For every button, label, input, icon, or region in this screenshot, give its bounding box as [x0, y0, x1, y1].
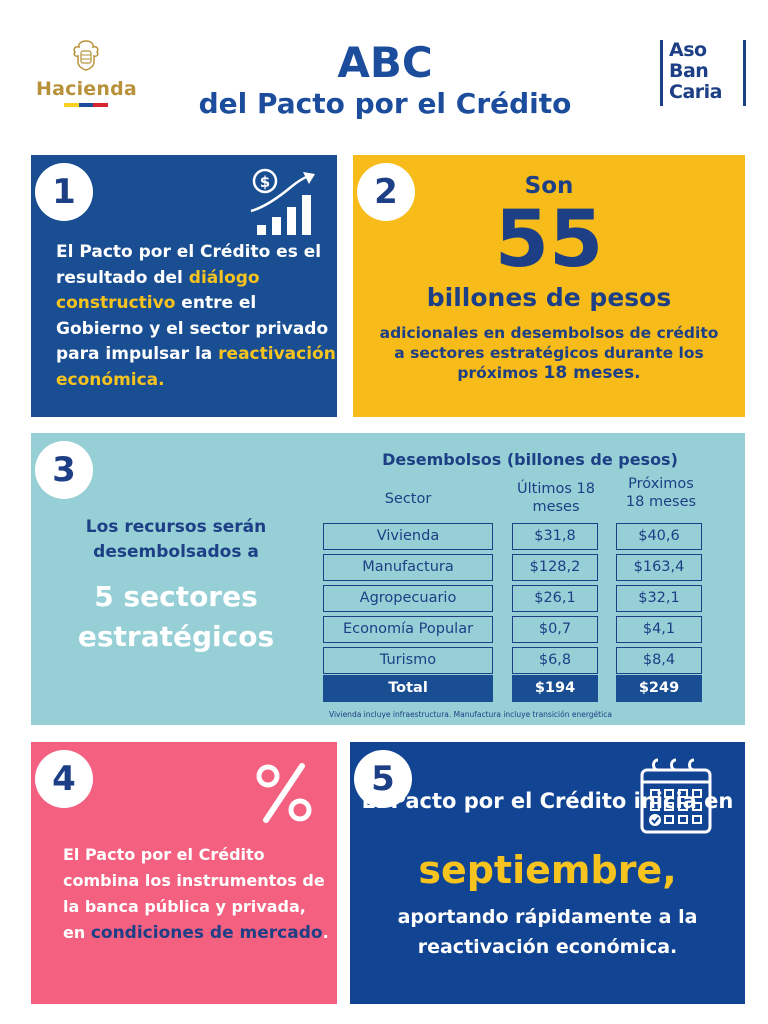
panel-number: 2: [357, 163, 415, 221]
panel-4-text: [63, 842, 333, 946]
hacienda-logo: [36, 38, 136, 110]
title-main: ABC: [337, 38, 433, 87]
cell-sector: Vivienda: [323, 523, 493, 550]
table-footnote: Vivienda incluye infraestructura. Manufactura incluye transición energética: [329, 710, 612, 719]
panel-3-sectors: [31, 433, 745, 725]
flag-blue: [79, 103, 94, 107]
cell-total-last: $194: [512, 675, 598, 702]
panel-2-desc-a: adicionales en desembolsos de crédito a sectores estratégicos durante los próximos: [379, 324, 719, 382]
panel-4-highlight: condiciones de mercado: [90, 923, 323, 943]
panel-1-highlight-b: reactivación económica.: [56, 344, 336, 390]
panel-1-text-a: El Pacto por el Crédito es el resultado del: [56, 242, 322, 288]
panel-2-amount: [353, 155, 745, 417]
flag-red: [93, 103, 108, 107]
asobancaria-logo: [660, 40, 746, 106]
panel-5-start: [350, 742, 745, 1004]
title-sub: del Pacto por el Crédito: [198, 87, 572, 120]
asobancaria-line-2: Ban: [669, 60, 709, 82]
cell-total-next: $249: [616, 675, 702, 702]
table-title: Desembolsos (billones de pesos): [382, 450, 678, 469]
cell-last: $31,8: [512, 523, 598, 550]
panel-2-unit: billones de pesos: [426, 283, 672, 312]
panel-number: 5: [354, 750, 412, 808]
panel-number: 3: [35, 441, 93, 499]
panel-3-line-1: Los recursos serán desembolsados a: [85, 517, 267, 562]
cell-sector: Turismo: [323, 647, 493, 674]
cell-last: $6,8: [512, 647, 598, 674]
panel-number: 4: [35, 750, 93, 808]
panel-4-instruments: [31, 742, 337, 1004]
cell-total-label: Total: [323, 675, 493, 702]
col-header-last: Últimos 18 meses: [517, 481, 595, 515]
cell-last: $128,2: [512, 554, 598, 581]
panel-3-line-2: 5 sectores estratégicos: [77, 580, 275, 653]
asobancaria-line-1: Aso: [669, 39, 707, 61]
asobancaria-line-3: Caria: [669, 81, 722, 103]
panel-2-big-number: 55: [494, 195, 604, 285]
panel-4-text-b: .: [322, 923, 329, 942]
col-header-sector: Sector: [384, 491, 432, 507]
panel-number: 1: [35, 163, 93, 221]
cell-next: $40,6: [616, 523, 702, 550]
col-header-next: Próximos 18 meses: [625, 476, 697, 510]
coat-of-arms-icon: [69, 38, 103, 72]
hacienda-wordmark: Hacienda: [36, 78, 137, 100]
panel-5-line-2: aportando rápidamente a la reactivación económica.: [397, 906, 698, 958]
cell-last: $0,7: [512, 616, 598, 643]
percent-icon: [254, 762, 314, 824]
panel-5-month: septiembre,: [418, 848, 677, 892]
page-title: [150, 40, 620, 122]
panel-1-text-b: entre el Gobierno y el sector privado para impulsar la: [56, 293, 329, 364]
cell-next: $32,1: [616, 585, 702, 612]
panel-1-highlight-a: diálogo constructivo: [56, 267, 260, 313]
panel-2-desc-big: 18 meses.: [543, 363, 641, 383]
svg-text:$: $: [259, 173, 271, 191]
cell-sector: Agropecuario: [323, 585, 493, 612]
panel-1-dialogue: [31, 155, 337, 417]
cell-last: $26,1: [512, 585, 598, 612]
flag-yellow: [64, 103, 79, 107]
panel-2-son: Son: [524, 173, 574, 199]
cell-sector: Economía Popular: [323, 616, 493, 643]
cell-next: $163,4: [616, 554, 702, 581]
panel-5-line-1: El Pacto por el Crédito inicia en: [361, 789, 734, 813]
cell-sector: Manufactura: [323, 554, 493, 581]
growth-chart-icon: [245, 167, 325, 237]
panel-1-text: [56, 240, 341, 393]
cell-next: $4,1: [616, 616, 702, 643]
panel-2-description: [373, 323, 725, 383]
colombia-flag-bar: [64, 103, 108, 107]
panel-4-text-a: El Pacto por el Crédito combina los instrumentos de la banca pública y privada, en: [63, 845, 325, 942]
cell-next: $8,4: [616, 647, 702, 674]
